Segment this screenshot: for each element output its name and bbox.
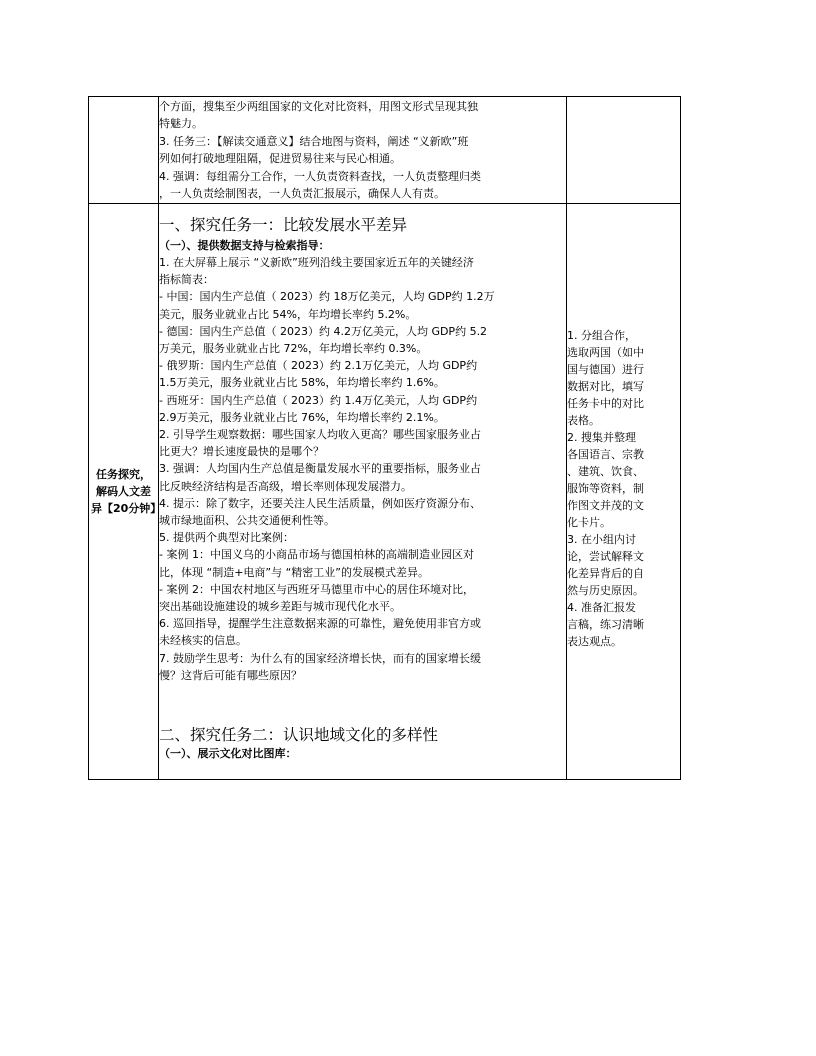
text-line: - 西班牙：国内生产总值（ 2023）约 1.4万亿美元，人均 GDP约: [159, 393, 478, 407]
student-activity-cell: [567, 204, 681, 780]
text-line: 服饰等资料，制: [567, 482, 644, 495]
text-line: - 案例 1：中国义乌的小商品市场与德国柏林的高端制造业园区对: [159, 548, 474, 562]
text-line: 列如何打破地理阻隔，促进贸易往来与民心相通。: [159, 152, 401, 166]
text-line: ，一人负责绘制图表，一人负责汇报展示，确保人人有责。: [159, 187, 445, 201]
text-line: 4. 提示：除了数字，还要关注人民生活质量，例如医疗资源分布、: [159, 496, 481, 510]
teacher-activity-cell: [159, 97, 567, 204]
lesson-plan-table: [88, 96, 681, 780]
text-line: 、建筑、饮食、: [567, 465, 644, 478]
text-line: 作图文并茂的文: [567, 499, 644, 512]
text-line: 突出基础设施建设的城乡差距与城市现代化水平。: [159, 600, 401, 614]
text-line: 2. 引导学生观察数据：哪些国家人均收入更高？哪些国家服务业占: [159, 428, 481, 442]
text-line: 国与德国）进行: [567, 363, 644, 376]
text-line: 城市绿地面积、公共交通便利性等。: [159, 514, 335, 528]
task-one-instructions: [159, 254, 566, 684]
text-line: 4. 强调：每组需分工合作，一人负责资料查找，一人负责整理归类: [159, 169, 481, 183]
text-line: 言稿，练习清晰: [567, 618, 644, 631]
text-line: 论，尝试解释文: [567, 550, 644, 563]
text-line: 2. 搜集并整理: [567, 431, 636, 444]
subheading-culture-gallery: （一）、展示文化对比图库：: [159, 747, 297, 761]
text-line: 3. 强调：人均国内生产总值是衡量发展水平的重要指标，服务业占: [159, 462, 481, 476]
text-line: - 俄罗斯：国内生产总值（ 2023）约 2.1万亿美元，人均 GDP约: [159, 359, 478, 373]
text-line: 化差异背后的自: [567, 567, 644, 580]
text-line: 美元，服务业就业占比 54%，年均增长率约 5.2%。: [159, 307, 417, 321]
text-line: - 德国：国内生产总值（ 2023）约 4.2万亿美元，人均 GDP约 5.2: [159, 324, 488, 338]
text-line: 各国语言、宗教: [567, 448, 644, 461]
text-line: 个方面，搜集至少两组国家的文化对比资料，用图文形式呈现其独: [159, 100, 478, 113]
text-line: 1.5万美元，服务业就业占比 58%，年均增长率约 1.6%。: [159, 376, 445, 390]
text-line: - 中国：国内生产总值（ 2023）约 18万亿美元，人均 GDP约 1.2万: [159, 290, 495, 304]
teacher-activity-cell: [159, 204, 567, 780]
text-line: 7. 鼓励学生思考：为什么有的国家经济增长快，而有的国家增长缓: [159, 651, 481, 665]
text-line: 3. 任务三：【解读交通意义】结合地图与资料，阐述 “义新欧”班: [159, 134, 469, 148]
text-line: 表达观点。: [567, 635, 622, 648]
text-line: 5. 提供两个典型对比案例：: [159, 531, 294, 545]
text-line: 特魅力。: [159, 117, 203, 131]
student-activity-cell-empty: [567, 97, 681, 204]
text-line: 万美元，服务业就业占比 72%，年均增长率约 0.3%。: [159, 342, 428, 356]
text-line: 3. 在小组内讨: [567, 533, 636, 546]
text-line: 指标简表：: [159, 273, 214, 287]
text-line: 4. 准备汇报发: [567, 601, 636, 614]
section-heading-task-one: 一、探究任务一：比较发展水平差异: [159, 216, 408, 234]
text-line: 化卡片。: [567, 516, 611, 529]
text-line: 2.9万美元，服务业就业占比 76%，年均增长率约 2.1%。: [159, 410, 445, 424]
teacher-activity-text: [159, 98, 566, 202]
text-line: 未经核实的信息。: [159, 634, 247, 648]
student-activity-text: [567, 327, 680, 650]
text-line: 1. 分组合作，: [567, 329, 636, 342]
section-heading-task-two: 二、探究任务二：认识地域文化的多样性: [159, 726, 439, 745]
text-line: 然与历史原因。: [567, 584, 644, 597]
text-line: 表格。: [567, 414, 600, 427]
subheading-data-support: （一）、提供数据支持与检索指导：: [159, 239, 330, 252]
text-line: 比更大？增长速度最快的是哪个？: [159, 445, 324, 459]
text-line: 选取两国（如中: [567, 346, 644, 359]
stage-label-cell: [89, 204, 162, 780]
text-line: 比反映经济结构是否高级，增长率则体现发展潜力。: [159, 479, 412, 493]
text-line: - 案例 2：中国农村地区与西班牙马德里市中心的居住环境对比，: [159, 582, 474, 596]
stage-label: 任务探究，解码人文差异【20分钟】: [91, 467, 162, 516]
table-row-tasks-continued: [89, 97, 681, 204]
text-line: 比，体现 “制造+电商”与 “精密工业”的发展模式差异。: [159, 565, 430, 579]
text-line: 慢？这背后可能有哪些原因？: [159, 668, 302, 682]
text-line: 任务卡中的对比: [567, 397, 644, 410]
text-line: 数据对比，填写: [567, 380, 644, 393]
text-line: 1. 在大屏幕上展示 “义新欧”班列沿线主要国家近五年的关键经济: [159, 256, 474, 269]
table-row-inquiry: [89, 204, 681, 780]
stage-cell-empty: [89, 97, 159, 204]
text-line: 6. 巡回指导，提醒学生注意数据来源的可靠性，避免使用非官方或: [159, 617, 481, 631]
